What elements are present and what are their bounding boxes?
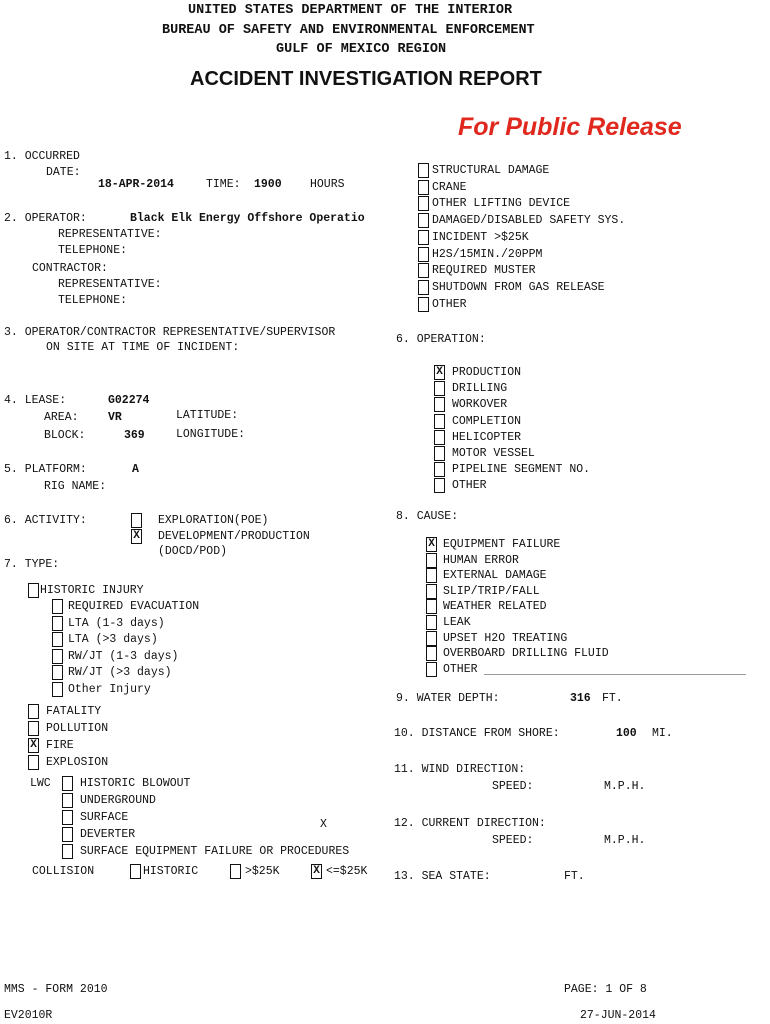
incident-other-lifting-device-label: OTHER LIFTING DEVICE	[432, 197, 571, 211]
injury-lta-1-3-days-label: LTA (1-3 days)	[68, 616, 165, 630]
hours-label: HOURS	[310, 178, 345, 191]
lease-label: 4. LEASE:	[4, 394, 67, 407]
contractor-representative-label: REPRESENTATIVE:	[58, 278, 162, 291]
incident-shutdown-from-gas-release-checkbox[interactable]	[418, 280, 429, 295]
incident-h2s-15min-20ppm-label: H2S/15MIN./20PPM	[432, 247, 543, 261]
operation-drilling-label: DRILLING	[452, 382, 508, 396]
lwc-historic-blowout-label: HISTORIC BLOWOUT	[80, 777, 191, 790]
injury-rw-jt-3-days-label: RW/JT (>3 days)	[68, 666, 172, 679]
incident-other-lifting-device-checkbox[interactable]	[418, 196, 429, 211]
lwc-underground-checkbox[interactable]	[62, 793, 73, 808]
water-depth-value: 316	[570, 692, 591, 705]
distance-label: 10. DISTANCE FROM SHORE:	[394, 727, 560, 740]
injury-rw-jt-3-days-checkbox[interactable]	[52, 665, 63, 680]
cause-leak-label: LEAK	[443, 616, 471, 629]
lwc-label: LWC	[30, 777, 51, 790]
block-label: BLOCK:	[44, 429, 86, 442]
sea-state-unit: FT.	[564, 870, 585, 883]
wind-speed-label: SPEED:	[492, 780, 534, 793]
cause-human-error-label: HUMAN ERROR	[443, 553, 519, 567]
operation-workover-label: WORKOVER	[452, 398, 508, 412]
cause-equipment-failure-label: EQUIPMENT FAILURE	[443, 538, 561, 551]
injury-rw-jt-1-3-days-checkbox[interactable]	[52, 649, 63, 664]
injury-lta-3-days-checkbox[interactable]	[52, 632, 63, 647]
type-explosion-label: EXPLOSION	[46, 756, 109, 769]
injury-other-injury-checkbox[interactable]	[52, 682, 63, 697]
collision-gt25k-label: >$25K	[245, 865, 280, 878]
contractor-label: CONTRACTOR:	[32, 262, 108, 275]
cause-external-damage-checkbox[interactable]	[426, 568, 437, 583]
lwc-deverter-checkbox[interactable]	[62, 827, 73, 842]
incident-other-label: OTHER	[432, 297, 467, 311]
injury-rw-jt-1-3-days-label: RW/JT (1-3 days)	[68, 649, 179, 663]
type-fatality-label: FATALITY	[46, 705, 102, 718]
historic-injury-label: HISTORIC INJURY	[40, 584, 144, 597]
lwc-surface-equipment-failure-or-procedures-checkbox[interactable]	[62, 844, 73, 859]
collision-label: COLLISION	[32, 865, 95, 878]
lwc-deverter-label: DEVERTER	[80, 828, 136, 841]
operation-production-checkbox[interactable]: X	[434, 365, 445, 380]
latitude-label: LATITUDE:	[176, 409, 239, 422]
lwc-surface-equipment-failure-or-procedures-label: SURFACE EQUIPMENT FAILURE OR PROCEDURES	[80, 845, 350, 858]
cause-weather-related-label: WEATHER RELATED	[443, 600, 547, 614]
incident-crane-checkbox[interactable]	[418, 180, 429, 195]
type-pollution-label: POLLUTION	[46, 722, 109, 735]
contractor-telephone-label: TELEPHONE:	[58, 294, 128, 307]
wind-direction-label: 11. WIND DIRECTION:	[394, 763, 526, 776]
current-direction-label: 12. CURRENT DIRECTION:	[394, 817, 546, 830]
operation-completion-label: COMPLETION	[452, 414, 522, 428]
longitude-label: LONGITUDE:	[176, 428, 246, 441]
historic-injury-checkbox[interactable]	[28, 583, 39, 598]
type-fatality-checkbox[interactable]	[28, 704, 39, 719]
cause-weather-related-checkbox[interactable]	[426, 599, 437, 614]
current-speed-unit: M.P.H.	[604, 834, 646, 847]
operation-production-label: PRODUCTION	[452, 366, 522, 379]
collision-le25k-checkbox[interactable]: X	[311, 864, 322, 879]
occurred-label: 1. OCCURRED	[4, 150, 80, 163]
injury-lta-1-3-days-checkbox[interactable]	[52, 616, 63, 631]
incident-incident-25k-label: INCIDENT >$25K	[432, 230, 529, 244]
water-depth-unit: FT.	[602, 692, 623, 705]
incident-shutdown-from-gas-release-label: SHUTDOWN FROM GAS RELEASE	[432, 280, 605, 294]
exploration-checkbox[interactable]	[131, 513, 142, 528]
cause-overboard-drilling-fluid-label: OVERBOARD DRILLING FLUID	[443, 647, 609, 661]
docd-label: (DOCD/POD)	[158, 545, 228, 558]
deverter-mark: X	[320, 818, 327, 831]
operation-helicopter-checkbox[interactable]	[434, 430, 445, 445]
supervisor-label-2: ON SITE AT TIME OF INCIDENT:	[46, 341, 240, 354]
operation-drilling-checkbox[interactable]	[434, 381, 445, 396]
bureau-line: BUREAU OF SAFETY AND ENVIRONMENTAL ENFORCEMENT	[162, 23, 535, 38]
distance-value: 100	[616, 727, 637, 740]
page-number: PAGE: 1 OF 8	[564, 983, 647, 996]
type-label: 7. TYPE:	[4, 558, 60, 571]
cause-human-error-checkbox[interactable]	[426, 553, 437, 568]
form-number: MMS - FORM 2010	[4, 983, 108, 996]
injury-other-injury-label: Other Injury	[68, 682, 151, 696]
cause-leak-checkbox[interactable]	[426, 615, 437, 630]
operation-pipeline-segment-no-checkbox[interactable]	[434, 462, 445, 477]
platform-value: A	[132, 463, 139, 476]
report-title: ACCIDENT INVESTIGATION REPORT	[190, 68, 542, 90]
supervisor-label: 3. OPERATOR/CONTRACTOR REPRESENTATIVE/SUPERVISOR	[4, 326, 336, 339]
incident-structural-damage-checkbox[interactable]	[418, 163, 429, 178]
incident-incident-25k-checkbox[interactable]	[418, 230, 429, 245]
area-label: AREA:	[44, 411, 79, 424]
time-label: TIME:	[206, 178, 241, 191]
collision-historic-checkbox[interactable]	[130, 864, 141, 879]
water-depth-label: 9. WATER DEPTH:	[396, 692, 500, 705]
cause-other-checkbox[interactable]	[426, 662, 437, 677]
type-fire-label: FIRE	[46, 739, 74, 752]
type-pollution-checkbox[interactable]	[28, 721, 39, 736]
current-speed-label: SPEED:	[492, 834, 534, 847]
collision-le25k-label: <=$25K	[326, 865, 368, 878]
incident-damaged-disabled-safety-sys-label: DAMAGED/DISABLED SAFETY SYS.	[432, 214, 626, 228]
development-checkbox[interactable]: X	[131, 529, 142, 544]
report-code: EV2010R	[4, 1009, 53, 1022]
cause-slip-trip-fall-label: SLIP/TRIP/FALL	[443, 584, 540, 598]
injury-lta-3-days-label: LTA (>3 days)	[68, 633, 158, 646]
operation-motor-vessel-checkbox[interactable]	[434, 446, 445, 461]
operation-other-checkbox[interactable]	[434, 478, 445, 493]
type-fire-checkbox[interactable]: X	[28, 738, 39, 753]
operation-helicopter-label: HELICOPTER	[452, 430, 522, 444]
time-value: 1900	[254, 178, 282, 191]
incident-other-checkbox[interactable]	[418, 297, 429, 312]
incident-required-muster-checkbox[interactable]	[418, 263, 429, 278]
cause-equipment-failure-checkbox[interactable]: X	[426, 537, 437, 552]
operation-pipeline-segment-no-label: PIPELINE SEGMENT NO.	[452, 463, 591, 477]
operation-workover-checkbox[interactable]	[434, 397, 445, 412]
block-value: 369	[124, 429, 145, 442]
agency-line: UNITED STATES DEPARTMENT OF THE INTERIOR	[188, 3, 513, 18]
incident-structural-damage-label: STRUCTURAL DAMAGE	[432, 164, 550, 177]
operator-value: Black Elk Energy Offshore Operatio	[130, 212, 365, 225]
lwc-surface-checkbox[interactable]	[62, 810, 73, 825]
operation-motor-vessel-label: MOTOR VESSEL	[452, 447, 535, 460]
platform-label: 5. PLATFORM:	[4, 463, 87, 476]
cause-overboard-drilling-fluid-checkbox[interactable]	[426, 646, 437, 661]
cause-label: 8. CAUSE:	[396, 510, 459, 523]
incident-crane-label: CRANE	[432, 180, 467, 194]
incident-required-muster-label: REQUIRED MUSTER	[432, 264, 536, 278]
lwc-underground-label: UNDERGROUND	[80, 794, 156, 807]
cause-other-label: OTHER	[443, 662, 478, 676]
date-label: DATE:	[46, 166, 81, 179]
development-label: DEVELOPMENT/PRODUCTION	[158, 530, 310, 543]
cause-upset-h2o-treating-checkbox[interactable]	[426, 631, 437, 646]
rig-name-label: RIG NAME:	[44, 480, 107, 493]
injury-required-evacuation-label: REQUIRED EVACUATION	[68, 600, 200, 613]
collision-gt25k-checkbox[interactable]	[230, 864, 241, 879]
distance-unit: MI.	[652, 727, 673, 740]
type-explosion-checkbox[interactable]	[28, 755, 39, 770]
area-value: VR	[108, 411, 122, 424]
operator-label: 2. OPERATOR:	[4, 212, 87, 225]
date-value: 18-APR-2014	[98, 178, 174, 191]
telephone-label: TELEPHONE:	[58, 244, 128, 257]
wind-speed-unit: M.P.H.	[604, 780, 646, 793]
exploration-label: EXPLORATION(POE)	[158, 514, 269, 527]
activity-label: 6. ACTIVITY:	[4, 514, 87, 527]
region-line: GULF OF MEXICO REGION	[276, 42, 447, 57]
sea-state-label: 13. SEA STATE:	[394, 870, 491, 883]
lwc-historic-blowout-checkbox[interactable]	[62, 776, 73, 791]
public-release-stamp: For Public Release	[458, 113, 682, 141]
operation-label: 6. OPERATION:	[396, 333, 486, 346]
cause-external-damage-label: EXTERNAL DAMAGE	[443, 569, 547, 583]
report-date: 27-JUN-2014	[580, 1009, 656, 1022]
lease-value: G02274	[108, 394, 150, 407]
incident-h2s-15min-20ppm-checkbox[interactable]	[418, 247, 429, 262]
representative-label: REPRESENTATIVE:	[58, 228, 162, 241]
injury-required-evacuation-checkbox[interactable]	[52, 599, 63, 614]
lwc-surface-label: SURFACE	[80, 811, 129, 824]
cause-slip-trip-fall-checkbox[interactable]	[426, 584, 437, 599]
collision-historic-label: HISTORIC	[143, 865, 199, 878]
operation-other-label: OTHER	[452, 479, 487, 493]
incident-damaged-disabled-safety-sys-checkbox[interactable]	[418, 213, 429, 228]
operation-completion-checkbox[interactable]	[434, 414, 445, 429]
cause-upset-h2o-treating-label: UPSET H2O TREATING	[443, 631, 568, 645]
